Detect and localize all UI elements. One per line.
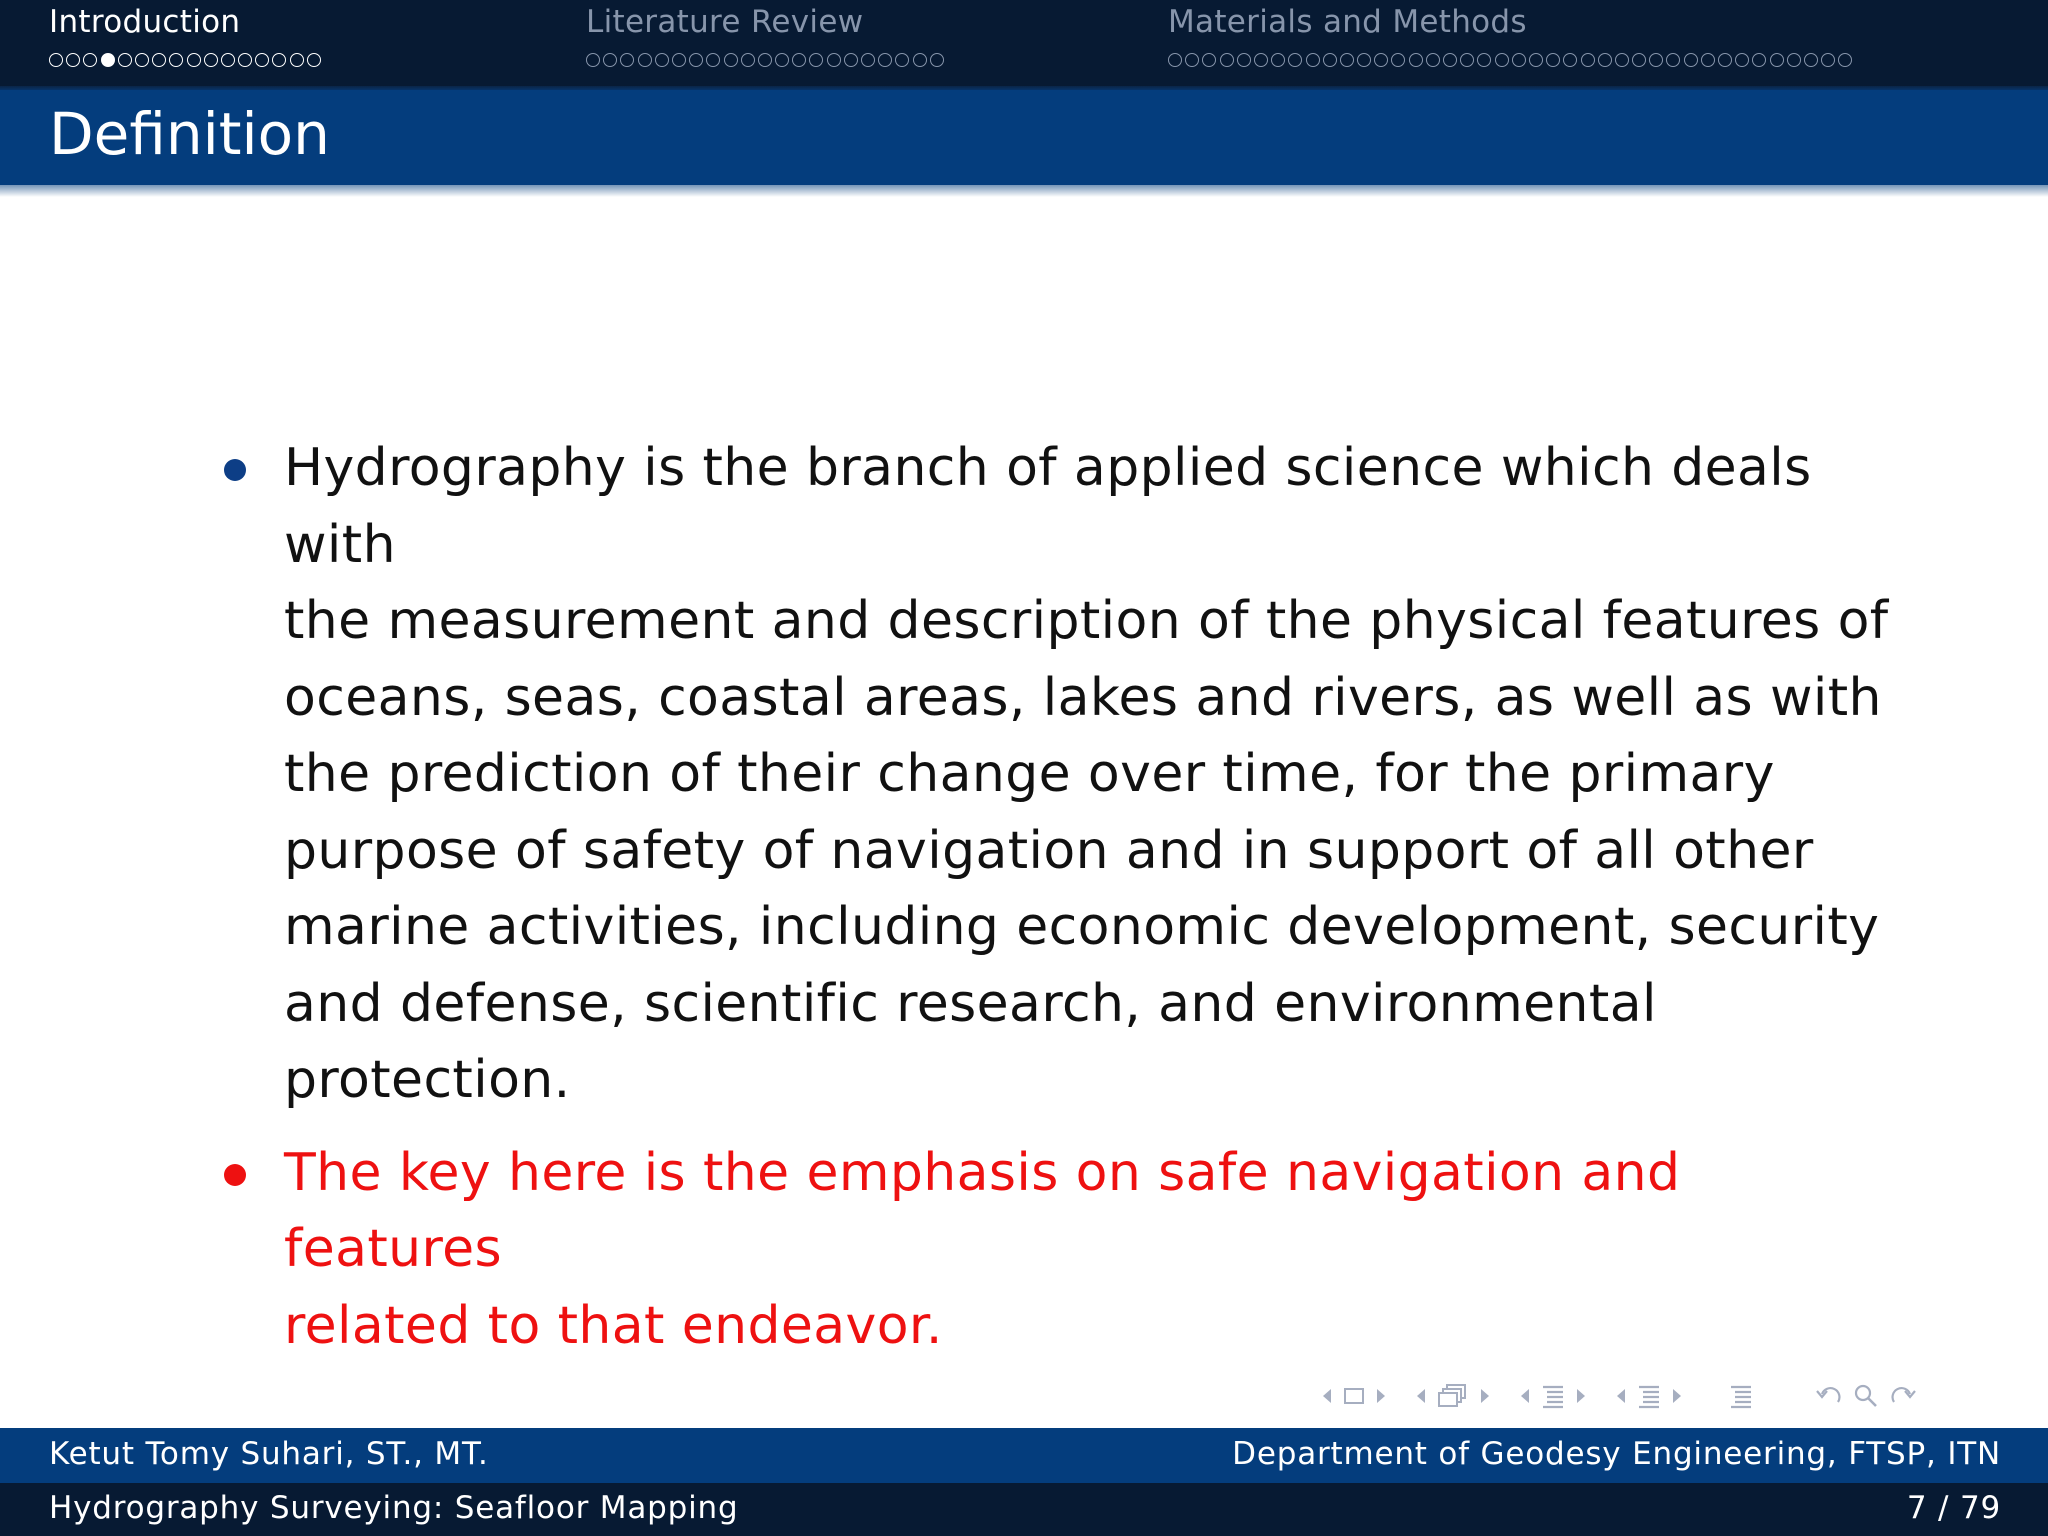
frame-dot[interactable] [1529, 53, 1543, 67]
frame-dot[interactable] [1237, 53, 1251, 67]
frame-dot[interactable] [1202, 53, 1216, 67]
frame-dot[interactable] [1185, 53, 1199, 67]
footer-author: Ketut Tomy Suhari, ST., MT. [49, 1436, 489, 1472]
nav-section-title[interactable]: Introduction [49, 4, 241, 40]
frame-dot[interactable] [844, 53, 858, 67]
frame-dot[interactable] [1409, 53, 1423, 67]
frame-dot[interactable] [1374, 53, 1388, 67]
frame-dot[interactable] [1288, 53, 1302, 67]
bullet-line: the prediction of their change over time, for the primary [284, 744, 1775, 804]
frame-dot[interactable] [255, 53, 269, 67]
nav-section-title[interactable]: Materials and Methods [1168, 4, 1527, 40]
section-icon[interactable] [1540, 1383, 1566, 1409]
nav-section-dots [586, 50, 944, 70]
current-frame-dot[interactable] [101, 53, 115, 67]
navigation-symbols [1320, 1378, 1918, 1414]
frame-dot[interactable] [1254, 53, 1268, 67]
section-next-icon[interactable] [1574, 1386, 1588, 1406]
frame-dot[interactable] [1598, 53, 1612, 67]
frame-next-icon[interactable] [1374, 1386, 1388, 1406]
frame-dot[interactable] [1391, 53, 1405, 67]
frame-dot[interactable] [1684, 53, 1698, 67]
frame-dot[interactable] [1649, 53, 1663, 67]
bullet-line: related to that endeavor. [284, 1295, 943, 1356]
frame-dot[interactable] [1546, 53, 1560, 67]
frame-dot[interactable] [930, 53, 944, 67]
nav-section-title[interactable]: Literature Review [586, 4, 864, 40]
frame-dot[interactable] [1581, 53, 1595, 67]
frame-dot[interactable] [724, 53, 738, 67]
subsection-icon[interactable] [1436, 1382, 1470, 1410]
bullet-dot-icon [224, 1164, 246, 1186]
frame-title-bar [0, 90, 2048, 185]
frame-dot[interactable] [221, 53, 235, 67]
bullet-line: The key here is the emphasis on safe navigation and features [284, 1142, 1681, 1279]
frame-dot[interactable] [1495, 53, 1509, 67]
back-icon[interactable] [1814, 1382, 1844, 1410]
frame-dot[interactable] [1477, 53, 1491, 67]
bullet-line: purpose of safety of navigation and in support of all other [284, 820, 1814, 881]
frame-dot[interactable] [638, 53, 652, 67]
document-nav-group [1614, 1383, 1684, 1409]
frame-dot[interactable] [827, 53, 841, 67]
bullet-item-definition [220, 430, 1900, 1119]
bullet-text [284, 1135, 1900, 1365]
frame-prev-icon[interactable] [1320, 1386, 1334, 1406]
section-nav-group [1518, 1383, 1588, 1409]
frame-nav-group [1320, 1385, 1388, 1407]
appendix-icon[interactable] [1728, 1383, 1754, 1409]
bullet-line: marine activities, including economic development, security [284, 897, 1880, 957]
frame-dot[interactable] [307, 53, 321, 67]
frame-dot[interactable] [655, 53, 669, 67]
frame-dot[interactable] [1168, 53, 1182, 67]
frame-dot[interactable] [169, 53, 183, 67]
bullet-line: and defense, scientific research, and environmental protection. [284, 973, 1657, 1110]
frame-title-shadow [0, 185, 2048, 197]
doc-icon[interactable] [1636, 1383, 1662, 1409]
frame-dot[interactable] [135, 53, 149, 67]
frame-dot[interactable] [1357, 53, 1371, 67]
frame-dot[interactable] [1718, 53, 1732, 67]
frame-dot[interactable] [895, 53, 909, 67]
frame-dot[interactable] [809, 53, 823, 67]
frame-dot[interactable] [1838, 53, 1852, 67]
bullet-line: oceans, seas, coastal areas, lakes and rivers, as well as with [284, 667, 1882, 728]
frame-dot[interactable] [204, 53, 218, 67]
search-nav-group [1814, 1382, 1918, 1410]
frame-title: Definition [49, 100, 330, 168]
page-indicator: 7 / 79 [1906, 1490, 2001, 1526]
frame-dot[interactable] [913, 53, 927, 67]
frame-icon[interactable] [1342, 1385, 1366, 1407]
frame-dot[interactable] [741, 53, 755, 67]
frame-dot[interactable] [1220, 53, 1234, 67]
frame-dot[interactable] [66, 53, 80, 67]
section-prev-icon[interactable] [1518, 1386, 1532, 1406]
appendix-nav-group [1728, 1383, 1754, 1409]
frame-dot[interactable] [49, 53, 63, 67]
frame-dot[interactable] [1701, 53, 1715, 67]
frame-dot[interactable] [1271, 53, 1285, 67]
frame-dot[interactable] [1340, 53, 1354, 67]
doc-next-icon[interactable] [1670, 1386, 1684, 1406]
frame-dot[interactable] [1752, 53, 1766, 67]
frame-dot[interactable] [1821, 53, 1835, 67]
search-icon[interactable] [1852, 1382, 1880, 1410]
frame-dot[interactable] [152, 53, 166, 67]
bullet-dot-icon [224, 459, 246, 481]
footer-title-bar [0, 1483, 2048, 1536]
frame-dot[interactable] [792, 53, 806, 67]
frame-dot[interactable] [878, 53, 892, 67]
bullet-text [284, 430, 1900, 1119]
frame-dot[interactable] [1323, 53, 1337, 67]
frame-dot[interactable] [118, 53, 132, 67]
frame-dot[interactable] [83, 53, 97, 67]
footer-author-bar [0, 1428, 2048, 1483]
footer-presentation-title: Hydrography Surveying: Seafloor Mapping [49, 1490, 739, 1526]
frame-dot[interactable] [1735, 53, 1749, 67]
frame-dot[interactable] [290, 53, 304, 67]
frame-dot[interactable] [620, 53, 634, 67]
frame-dot[interactable] [1666, 53, 1680, 67]
forward-icon[interactable] [1888, 1382, 1918, 1410]
frame-dot[interactable] [1770, 53, 1784, 67]
frame-dot[interactable] [758, 53, 772, 67]
frame-dot[interactable] [586, 53, 600, 67]
frame-dot[interactable] [1512, 53, 1526, 67]
footer-institution: Department of Geodesy Engineering, FTSP, ITN [1232, 1436, 2001, 1472]
frame-dot[interactable] [1615, 53, 1629, 67]
frame-dot[interactable] [187, 53, 201, 67]
bullet-line: Hydrography is the branch of applied science which deals with [284, 438, 1812, 575]
frame-dot[interactable] [1632, 53, 1646, 67]
frame-dot[interactable] [775, 53, 789, 67]
frame-dot[interactable] [861, 53, 875, 67]
subsection-next-icon[interactable] [1478, 1386, 1492, 1406]
subsection-prev-icon[interactable] [1414, 1386, 1428, 1406]
frame-dot[interactable] [1460, 53, 1474, 67]
frame-dot[interactable] [1426, 53, 1440, 67]
nav-section-dots [1168, 50, 1852, 70]
frame-dot[interactable] [706, 53, 720, 67]
frame-dot[interactable] [1787, 53, 1801, 67]
frame-dot[interactable] [672, 53, 686, 67]
bullet-item-key-emphasis [220, 1135, 1900, 1365]
frame-dot[interactable] [1563, 53, 1577, 67]
frame-dot[interactable] [1306, 53, 1320, 67]
subsection-nav-group [1414, 1382, 1492, 1410]
nav-section-dots [49, 50, 321, 70]
bullet-line: the measurement and description of the physical features of [284, 591, 1889, 651]
section-navigation-bar [0, 0, 2048, 88]
frame-dot[interactable] [272, 53, 286, 67]
frame-dot[interactable] [1443, 53, 1457, 67]
frame-dot[interactable] [1804, 53, 1818, 67]
frame-dot[interactable] [689, 53, 703, 67]
slide-content [220, 430, 1900, 1380]
doc-prev-icon[interactable] [1614, 1386, 1628, 1406]
frame-dot[interactable] [603, 53, 617, 67]
frame-dot[interactable] [238, 53, 252, 67]
